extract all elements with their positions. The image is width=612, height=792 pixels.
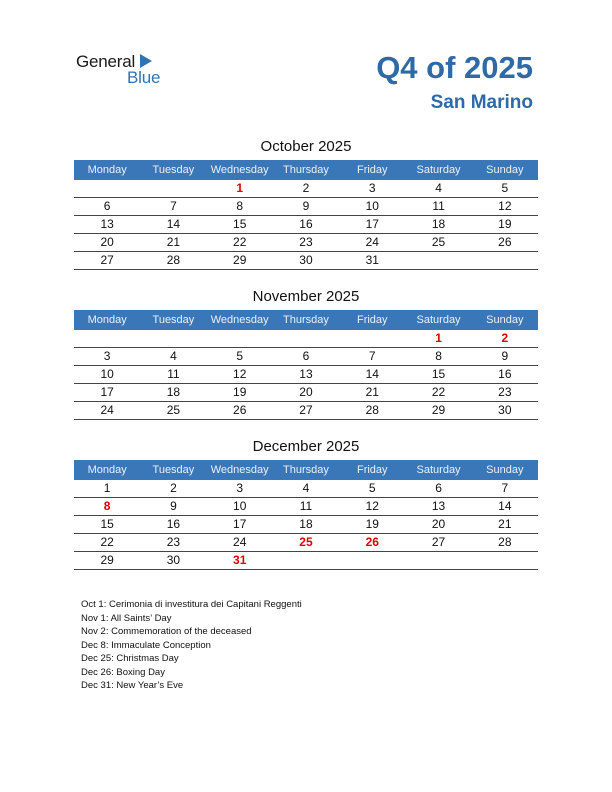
day-cell: 28 — [365, 403, 379, 417]
month-october — [74, 136, 538, 270]
weekday-label: Sunday — [486, 464, 524, 476]
day-cell: 5 — [501, 181, 509, 195]
day-cell: 18 — [431, 217, 446, 231]
day-cell: 28 — [166, 253, 181, 267]
day-cell: 9 — [501, 349, 509, 363]
day-cell: 15 — [431, 367, 446, 381]
weekday-label: Monday — [87, 464, 127, 476]
empty-day-cell — [273, 330, 339, 347]
day-cell: 22 — [233, 235, 247, 249]
week-row — [74, 552, 538, 570]
day-cell: 8 — [435, 349, 442, 363]
day-cell: 20 — [299, 385, 313, 399]
day-cell: 23 — [498, 385, 512, 399]
day-cell: 27 — [431, 535, 446, 549]
day-cell: 22 — [100, 535, 114, 549]
weekday-label: Friday — [356, 464, 388, 476]
holiday-note: Dec 25: Christmas Day — [81, 653, 179, 664]
week-row — [74, 252, 538, 270]
empty-day-cell — [339, 330, 405, 347]
month-title: November 2025 — [252, 288, 360, 305]
day-cell: 8 — [236, 199, 244, 213]
weekday-label: Sunday — [486, 314, 524, 326]
empty-day-cell — [405, 552, 471, 569]
weekday-header — [74, 160, 538, 180]
logo-flag-icon — [140, 52, 154, 68]
empty-day-cell — [74, 180, 140, 197]
day-cell: 19 — [233, 385, 247, 399]
weekday-label: Wednesday — [210, 164, 269, 176]
logo-general-text: General — [76, 52, 136, 71]
week-row — [74, 498, 538, 516]
holiday-note: Dec 26: Boxing Day — [81, 666, 165, 678]
week-row — [74, 402, 538, 420]
holiday-day-cell: 25 — [299, 535, 313, 549]
empty-day-cell — [207, 330, 273, 347]
weekday-label: Thursday — [283, 164, 329, 176]
page-subtitle: San Marino — [430, 92, 533, 113]
day-cell: 17 — [365, 217, 379, 231]
day-cell: 23 — [166, 535, 181, 549]
day-cell: 16 — [498, 367, 512, 381]
day-cell: 21 — [166, 235, 181, 249]
day-cell: 10 — [365, 199, 379, 213]
weekday-label: Tuesday — [152, 314, 195, 326]
weekday-label: Thursday — [283, 314, 329, 326]
day-cell: 12 — [365, 499, 379, 513]
day-cell: 11 — [299, 499, 313, 513]
holiday-note: Oct 1: Cerimonia di investitura dei Capitani Reggenti — [81, 599, 302, 610]
day-cell: 11 — [167, 367, 180, 381]
week-row — [74, 234, 538, 252]
week-row — [74, 534, 538, 552]
day-cell: 6 — [103, 199, 111, 213]
week-row — [74, 330, 538, 348]
day-cell: 26 — [498, 235, 512, 249]
empty-day-cell — [74, 330, 140, 347]
empty-day-cell — [339, 552, 405, 569]
weekday-label: Friday — [356, 314, 388, 326]
weekday-label: Wednesday — [210, 464, 269, 476]
week-row — [74, 180, 538, 198]
holiday-note: Nov 1: All Saints’ Day — [81, 612, 172, 624]
holiday-note: Nov 2: Commemoration of the deceased — [81, 626, 252, 637]
day-cell: 27 — [299, 403, 313, 417]
page-title: Q4 of 2025 — [376, 50, 533, 85]
logo — [76, 52, 176, 88]
day-cell: 1 — [103, 481, 111, 495]
week-row — [74, 384, 538, 402]
day-cell: 30 — [299, 253, 313, 267]
day-cell: 29 — [100, 553, 114, 567]
week-row — [74, 516, 538, 534]
day-cell: 30 — [166, 553, 181, 567]
day-cell: 14 — [365, 367, 379, 381]
day-cell: 17 — [233, 517, 247, 531]
day-cell: 6 — [435, 481, 442, 495]
day-cell: 18 — [299, 517, 313, 531]
day-cell: 25 — [166, 403, 181, 417]
month-title: October 2025 — [260, 138, 352, 155]
month-december — [74, 436, 538, 570]
day-cell: 5 — [236, 349, 244, 363]
day-cell: 10 — [100, 367, 114, 381]
weekday-label: Friday — [356, 164, 388, 176]
day-cell: 12 — [498, 199, 512, 213]
holiday-day-cell: 26 — [365, 535, 379, 549]
empty-day-cell — [405, 252, 471, 269]
day-cell: 5 — [368, 481, 376, 495]
day-cell: 16 — [166, 517, 181, 531]
day-cell: 4 — [302, 481, 310, 495]
logo-blue-text: Blue — [127, 68, 161, 87]
empty-day-cell — [273, 552, 339, 569]
day-cell: 13 — [431, 499, 446, 513]
weekday-label: Tuesday — [152, 164, 195, 176]
weekday-label: Wednesday — [210, 314, 269, 326]
day-cell: 11 — [432, 199, 445, 213]
day-cell: 23 — [299, 235, 313, 249]
day-cell: 14 — [498, 499, 512, 513]
empty-day-cell — [140, 180, 206, 197]
empty-day-cell — [472, 252, 538, 269]
day-cell: 24 — [233, 535, 247, 549]
day-cell: 24 — [365, 235, 379, 249]
day-cell: 14 — [166, 217, 181, 231]
day-cell: 19 — [365, 517, 379, 531]
holiday-day-cell: 1 — [435, 331, 442, 345]
day-cell: 26 — [233, 403, 247, 417]
day-cell: 12 — [233, 367, 247, 381]
day-cell: 16 — [299, 217, 313, 231]
week-row — [74, 216, 538, 234]
day-cell: 18 — [166, 385, 181, 399]
day-cell: 3 — [103, 349, 111, 363]
month-title: December 2025 — [252, 438, 360, 455]
holiday-note: Dec 8: Immaculate Conception — [81, 639, 211, 651]
holiday-day-cell: 1 — [236, 181, 244, 195]
day-cell: 20 — [431, 517, 446, 531]
weekday-label: Tuesday — [152, 464, 195, 476]
day-cell: 13 — [299, 367, 313, 381]
day-cell: 9 — [170, 499, 177, 513]
holiday-day-cell: 31 — [233, 553, 247, 567]
weekday-label: Saturday — [416, 464, 461, 476]
month-november — [74, 286, 538, 420]
day-cell: 9 — [302, 199, 310, 213]
day-cell: 7 — [170, 199, 177, 213]
weekday-label: Thursday — [283, 464, 329, 476]
day-cell: 3 — [368, 181, 376, 195]
holiday-notes — [81, 598, 302, 693]
day-cell: 10 — [233, 499, 247, 513]
weekday-header — [74, 460, 538, 480]
holiday-note: Dec 31: New Year’s Eve — [81, 680, 184, 691]
day-cell: 30 — [498, 403, 512, 417]
day-cell: 27 — [100, 253, 114, 267]
empty-day-cell — [140, 330, 206, 347]
day-cell: 21 — [498, 517, 512, 531]
day-cell: 13 — [100, 217, 114, 231]
day-cell: 31 — [365, 253, 379, 267]
day-cell: 2 — [170, 481, 177, 495]
weekday-header — [74, 310, 538, 330]
day-cell: 6 — [302, 349, 310, 363]
day-cell: 20 — [100, 235, 114, 249]
day-cell: 22 — [431, 385, 446, 399]
day-cell: 7 — [501, 481, 509, 495]
day-cell: 29 — [431, 403, 446, 417]
week-row — [74, 366, 538, 384]
weekday-label: Saturday — [416, 314, 461, 326]
day-cell: 19 — [498, 217, 512, 231]
day-cell: 29 — [233, 253, 247, 267]
day-cell: 7 — [368, 349, 376, 363]
day-cell: 28 — [498, 535, 512, 549]
week-row — [74, 348, 538, 366]
weekday-label: Monday — [87, 314, 127, 326]
weekday-label: Monday — [87, 164, 127, 176]
holiday-day-cell: 2 — [501, 331, 509, 345]
day-cell: 2 — [302, 181, 310, 195]
day-cell: 24 — [100, 403, 114, 417]
week-row — [74, 480, 538, 498]
holiday-day-cell: 8 — [103, 499, 111, 513]
weekday-label: Saturday — [416, 164, 461, 176]
day-cell: 21 — [365, 385, 379, 399]
empty-day-cell — [472, 552, 538, 569]
week-row — [74, 198, 538, 216]
day-cell: 15 — [100, 517, 114, 531]
day-cell: 17 — [100, 385, 114, 399]
day-cell: 4 — [435, 181, 442, 195]
day-cell: 3 — [236, 481, 244, 495]
day-cell: 4 — [170, 349, 177, 363]
day-cell: 15 — [233, 217, 247, 231]
day-cell: 25 — [431, 235, 446, 249]
weekday-label: Sunday — [486, 164, 524, 176]
